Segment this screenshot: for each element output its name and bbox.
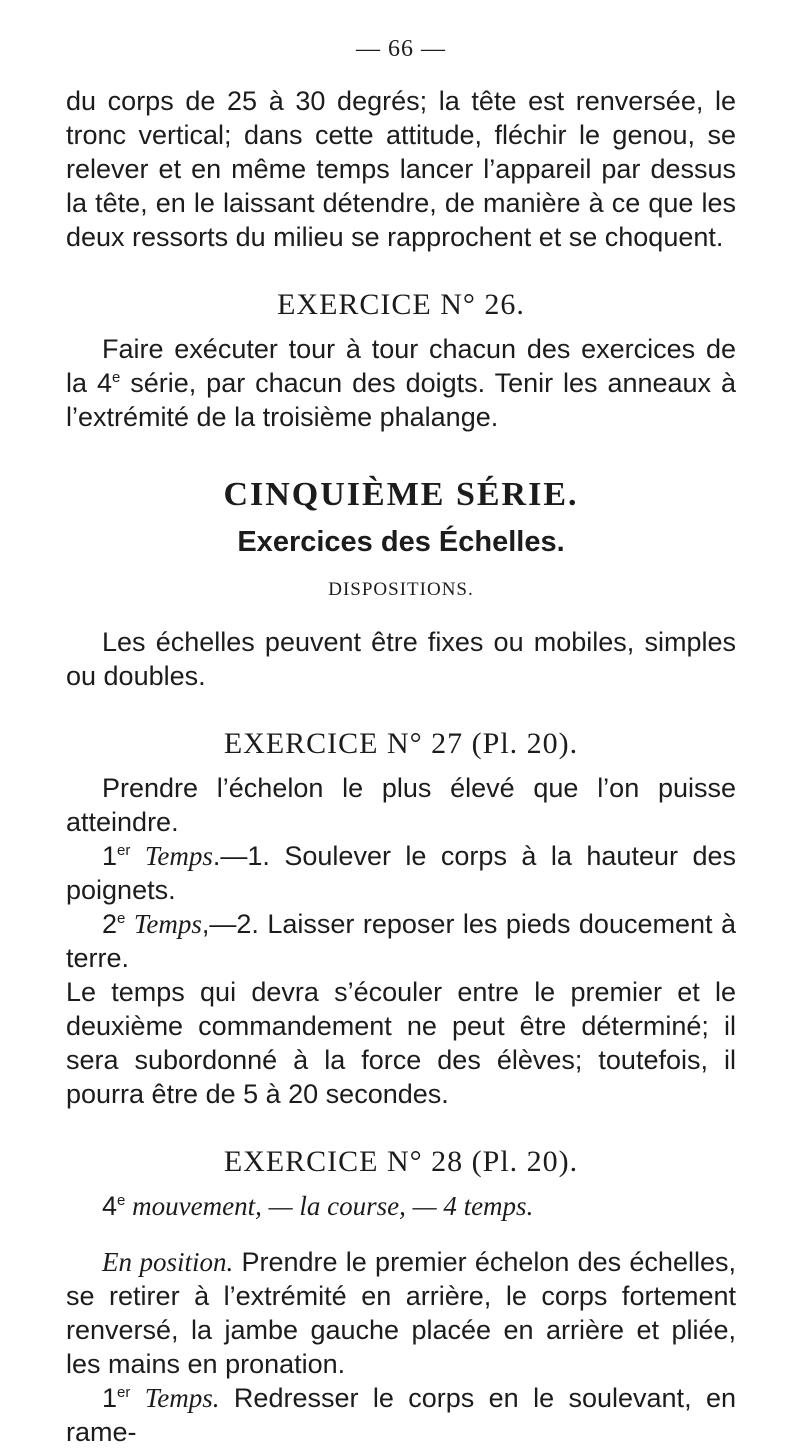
exercise-28-heading: EXERCICE N° 28 (Pl. 20). xyxy=(223,1145,579,1178)
exercise-26-heading: EXERCICE N° 26. xyxy=(277,288,525,321)
exercise-28-movement: 4e mouvement, — la course, — 4 temps. xyxy=(102,1191,534,1221)
exercise-27-line1: Prendre l’échelon le plus élevé que l’on puisse atteindre. xyxy=(66,773,736,837)
series-title: CINQUIÈME SÉRIE. xyxy=(223,476,579,513)
dispositions-heading: DISPOSITIONS. xyxy=(328,579,474,600)
exercise-27-heading: EXERCICE N° 27 (Pl. 20). xyxy=(223,727,579,760)
exercise-27-temps-1: 1er Temps.—1. Soulever le corps à la hauteur des poignets. xyxy=(66,841,736,905)
series-subtitle: Exercices des Échelles. xyxy=(237,526,565,558)
exercise-27-temps-2: 2e Temps,—2. Laisser reposer les pieds doucement à terre. xyxy=(66,909,736,973)
page-number: — 66 — xyxy=(356,36,446,62)
exercise-28-position: En position. Prendre le premier échelon des échelles, se retirer à l’extrémité en arrière, le corps fortement renversé, la jambe gauche placée en arrière et pliée, les mains en pronation. xyxy=(66,1247,736,1379)
intro-paragraph: du corps de 25 à 30 degrés; la tête est renversée, le tronc vertical; dans cette attitude, fléchir le genou, se relever et en même temps lancer l’appareil par dessus la tête, en le laissant détendre, de manière à ce que les deux ressorts du milieu se rapprochent et se choquent. xyxy=(66,86,736,252)
dispositions-text: Les échelles peuvent être fixes ou mobiles, simples ou doubles. xyxy=(66,627,736,691)
exercise-27-paragraph: Le temps qui devra s’écouler entre le premier et le deuxième commandement ne peut être déterminé; il sera subordonné à la force des élèves; toutefois, il pourra être de 5 à 20 secondes. xyxy=(66,977,736,1109)
exercise-28-temps-1: 1er Temps. Redresser le corps en le soulevant, en rame- xyxy=(66,1383,736,1447)
exercise-26-text: Faire exécuter tour à tour chacun des exercices de la 4e série, par chacun des doigts. Tenir les anneaux à l’extrémité de la troisième phalange. xyxy=(66,334,736,432)
